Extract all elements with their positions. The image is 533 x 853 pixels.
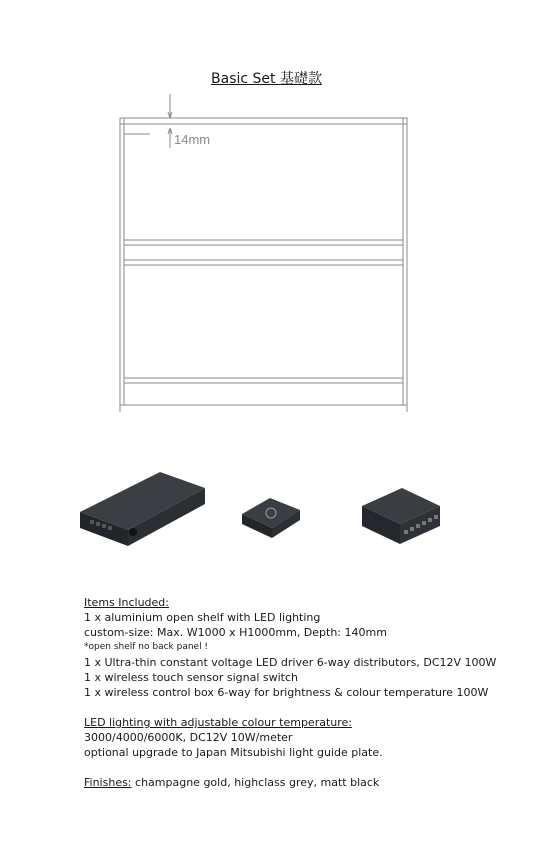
led-line: optional upgrade to Japan Mitsubishi light guide plate. <box>84 746 383 759</box>
led-driver-image <box>80 472 205 546</box>
control-box-image <box>362 488 440 544</box>
item-line: 1 x Ultra-thin constant voltage LED driver 6-way distributors, DC12V 100W <box>84 656 497 669</box>
finishes-line <box>84 775 524 790</box>
finishes-value: champagne gold, highclass grey, matt black <box>131 776 380 789</box>
description-text <box>84 595 524 790</box>
page-title: Basic Set 基礎款 <box>211 71 322 87</box>
shelf-technical-drawing <box>110 90 420 420</box>
finishes-label: Finishes: <box>84 776 132 789</box>
items-included-heading: Items Included: <box>84 596 169 609</box>
dimension-label: 14mm <box>174 132 211 147</box>
item-line: custom-size: Max. W1000 x H1000mm, Depth: 140mm <box>84 626 387 639</box>
product-images <box>0 460 533 570</box>
touch-sensor-image <box>242 498 300 538</box>
item-line: 1 x wireless control box 6-way for brightness & colour temperature 100W <box>84 686 489 699</box>
item-line: 1 x aluminium open shelf with LED lighting <box>84 611 321 624</box>
item-note: *open shelf no back panel ! <box>84 642 209 652</box>
item-line: 1 x wireless touch sensor signal switch <box>84 671 299 684</box>
led-heading: LED lighting with adjustable colour temperature: <box>84 716 353 729</box>
led-line: 3000/4000/6000K, DC12V 10W/meter <box>84 731 293 744</box>
